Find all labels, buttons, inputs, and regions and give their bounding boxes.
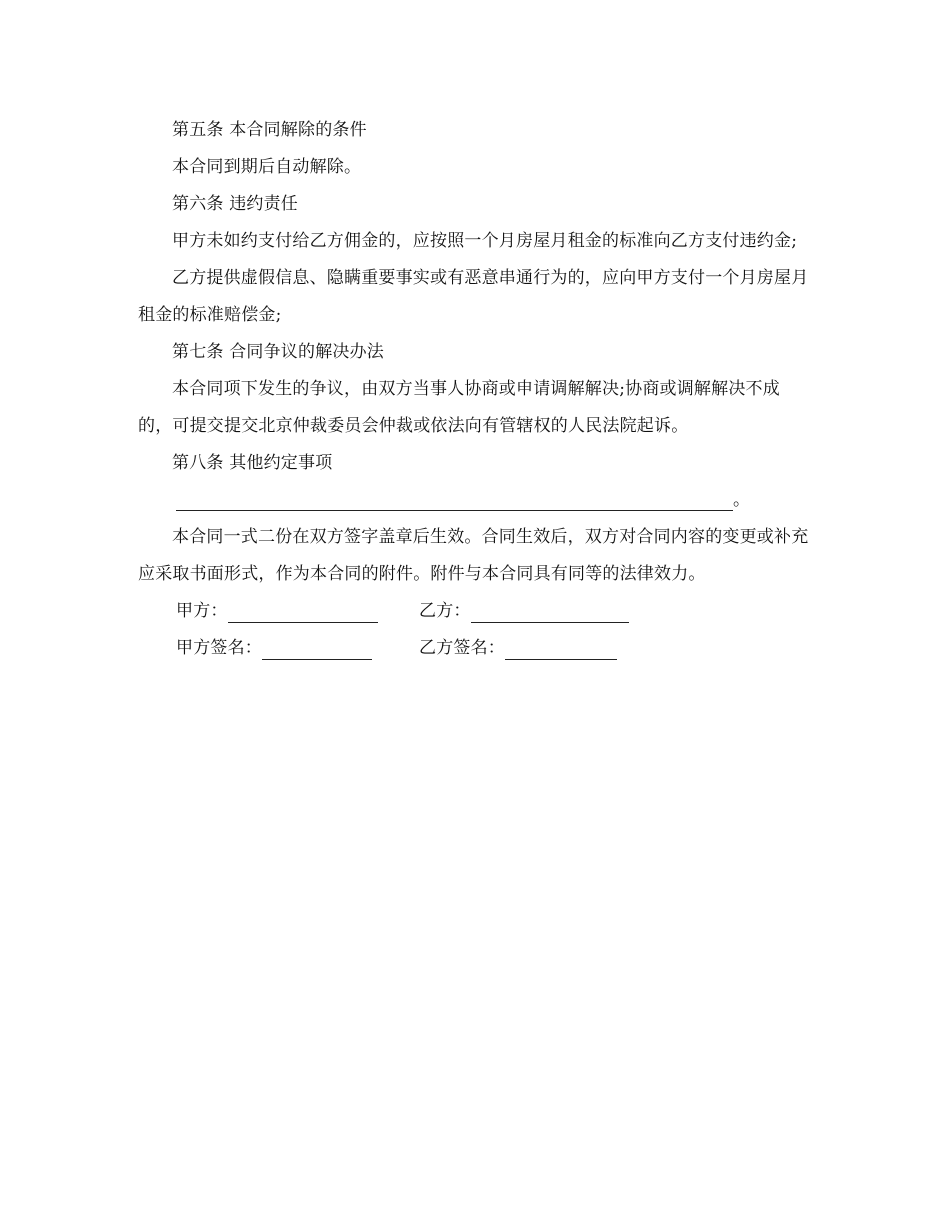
party-b-signature-label: 乙方签名： <box>419 638 505 658</box>
party-a-signature-cell <box>176 630 419 667</box>
party-b-signature-cell <box>419 630 617 667</box>
article6-paragraph-2: 乙方提供虚假信息、隐瞒重要事实或有恶意串通行为的，应向甲方支付一个月房屋月租金的标准赔偿金; <box>138 268 809 325</box>
party-a-signature-label: 甲方签名： <box>176 638 262 658</box>
party-b-signature-blank[interactable] <box>505 639 617 660</box>
party-a-label: 甲方： <box>176 601 228 621</box>
contract-body <box>138 112 810 667</box>
party-b-label: 乙方： <box>419 601 471 621</box>
article7-text: 本合同项下发生的争议，由双方当事人协商或申请调解解决;协商或调解解决不成的，可提交提交北京仲裁委员会仲裁或依法向有管辖权的人民法院起诉。 <box>138 379 780 436</box>
article6-title: 第六条 违约责任 <box>172 194 299 214</box>
other-terms-blank-line[interactable] <box>176 486 733 511</box>
party-a-blank[interactable] <box>228 602 378 623</box>
closing-paragraph: 本合同一式二份在双方签字盖章后生效。合同生效后，双方对合同内容的变更或补充应采取书面形式，作为本合同的附件。附件与本合同具有同等的法律效力。 <box>138 527 809 584</box>
article5-text: 本合同到期后自动解除。 <box>172 157 362 177</box>
party-b-cell <box>419 593 629 630</box>
party-b-blank[interactable] <box>471 602 629 623</box>
article8-blank-row <box>138 482 810 519</box>
article7-title: 第七条 合同争议的解决办法 <box>172 342 385 362</box>
party-a-cell <box>176 593 419 630</box>
article6-paragraph-1: 甲方未如约支付给乙方佣金的，应按照一个月房屋月租金的标准向乙方支付违约金; <box>172 231 798 251</box>
party-a-signature-blank[interactable] <box>262 639 372 660</box>
signature-row <box>138 630 810 667</box>
blank-line-period: 。 <box>733 490 751 510</box>
article5-title: 第五条 本合同解除的条件 <box>172 120 367 140</box>
party-row <box>138 593 810 630</box>
article8-title: 第八条 其他约定事项 <box>172 453 333 473</box>
